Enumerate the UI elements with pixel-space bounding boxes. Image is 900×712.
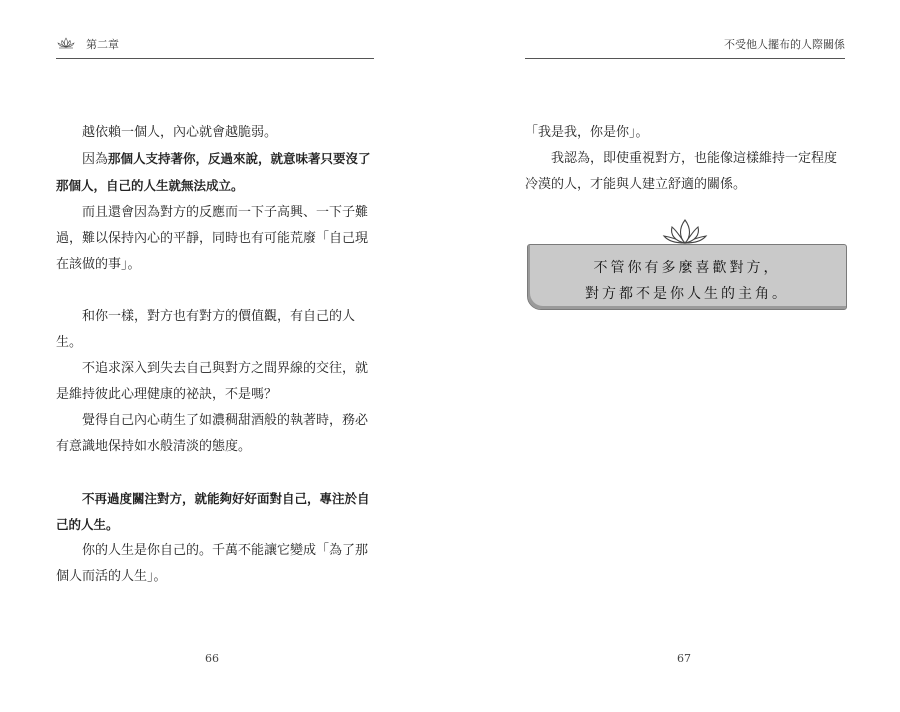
highlight-quote-box (527, 244, 847, 310)
chapter-header (56, 34, 374, 54)
lotus-icon (56, 36, 76, 49)
running-header (525, 34, 845, 54)
chapter-title: 第二章 (86, 38, 119, 51)
quote-line: 對方都不是你人生的主角。 (585, 286, 789, 302)
section-gap (56, 278, 374, 304)
running-title: 不受他人擺布的人際關係 (724, 38, 845, 51)
bold-paragraph: 不再過度關注對方，就能夠好好面對自己，專注於自己的人生。 (56, 491, 370, 532)
quote-line: 不管你有多麼喜歡對方， (593, 260, 781, 276)
header-rule (56, 58, 374, 59)
page-number: 67 (677, 652, 691, 665)
section-gap (56, 460, 374, 486)
paragraph (56, 146, 374, 200)
paragraph-prefix: 因為 (82, 152, 109, 167)
header-rule (525, 58, 845, 59)
paragraph: 和你一樣，對方也有對方的價值觀，有自己的人生。 (56, 309, 356, 350)
lotus-icon (658, 218, 712, 244)
page-number: 66 (205, 652, 219, 665)
left-body-text (56, 120, 374, 590)
paragraph: 越依賴一個人，內心就會越脆弱。 (82, 125, 278, 140)
paragraph: 你的人生是你自己的。千萬不能讓它變成「為了那個人而活的人生」。 (56, 543, 369, 584)
bold-emphasis: 那個人支持著你，反過來說，就意味著只要沒了那個人，自己的人生就無法成立。 (56, 151, 371, 193)
paragraph: 覺得自己內心萌生了如濃稠甜酒般的執著時，務必有意識地保持如水般清淡的態度。 (56, 413, 369, 454)
right-body-text (525, 120, 845, 198)
paragraph: 不追求深入到失去自己與對方之間界線的交往，就是維持彼此心理健康的祕訣，不是嗎？ (56, 361, 369, 402)
paragraph: 而且還會因為對方的反應而一下子高興、一下子難過，難以保持內心的平靜，同時也有可能荒廢「自己現在該做的事」。 (56, 205, 369, 272)
paragraph: 我認為，即使重視對方，也能像這樣維持一定程度冷漠的人，才能與人建立舒適的關係。 (525, 151, 838, 192)
paragraph: 「我是我，你是你」。 (525, 125, 649, 140)
right-page (450, 0, 900, 712)
